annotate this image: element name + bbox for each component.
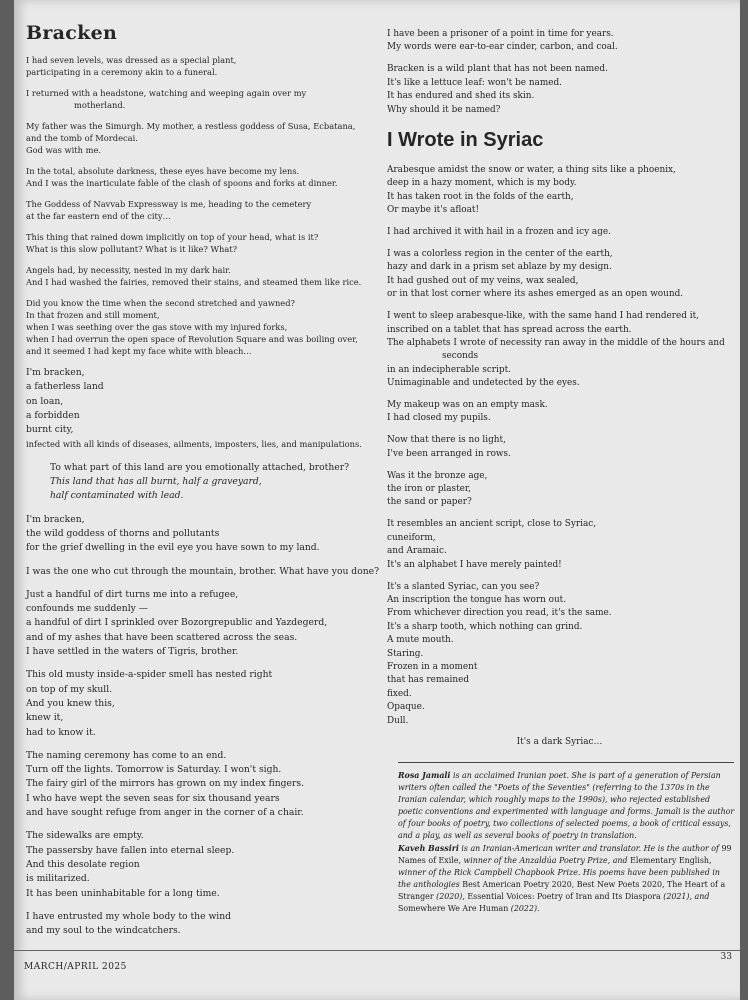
poem-line: I have been a prisoner of a point in time for years. — [387, 29, 614, 39]
poem-line: Staring. — [387, 648, 424, 659]
poem-line: An inscription the tongue has worn out. — [387, 594, 567, 605]
bio-text: (2021), and — [660, 891, 710, 901]
poem-line: in an indecipherable script. — [387, 364, 511, 375]
contributor-bios — [398, 770, 735, 915]
poem-line: and Aramaic. — [387, 546, 447, 557]
stanza — [387, 164, 732, 218]
poem-line: at the far eastern end of the city… — [26, 211, 171, 221]
stanza — [387, 226, 732, 239]
poem-line: My words were ear-to-ear cinder, carbon, and coal. — [387, 42, 618, 53]
bio-text: is an Iranian-American writer and translator. He is the author of — [458, 843, 722, 853]
poem-line: half contaminated with lead. — [50, 490, 184, 502]
poem-line: Or maybe it's afloat! — [387, 205, 480, 216]
poem-line: I returned with a headstone, watching and weeping again over my — [26, 88, 307, 98]
poem-line: knew it, — [26, 712, 64, 724]
stanza — [26, 910, 386, 939]
poem-line: I who have wept the seven seas for six thousand years — [26, 792, 280, 804]
stanza — [26, 120, 386, 156]
poem-line: I was the one who cut through the mountain, brother. What have you done? — [26, 565, 380, 577]
poem-line: on top of my skull. — [26, 683, 113, 695]
poem-line: Opaque. — [387, 702, 425, 713]
stanza — [387, 434, 732, 461]
bio-text: , winner of the Rick Campbell Chapbook Prize. His poems have been published in the anthologies — [398, 855, 720, 889]
poem-line: when I had overrun the open space of Revolution Square and was boiling over, — [26, 334, 358, 344]
poem-line: Frozen in a moment — [387, 661, 478, 672]
poem-line: and it seemed I had kept my face white with bleach… — [26, 346, 252, 356]
poem-line: God was with me. — [26, 145, 102, 155]
poem-line: A mute mouth. — [387, 635, 454, 646]
poem-title-bracken: Bracken — [26, 22, 118, 44]
poem-line: In that frozen and still moment, — [26, 310, 160, 320]
poem-line: deep in a hazy moment, which is my body. — [387, 178, 577, 189]
poem-line: Why should it be named? — [387, 104, 501, 115]
poem-line: And this desolate region — [26, 858, 140, 870]
poem-line: I'm bracken, — [26, 513, 85, 525]
poem-line: It has endured and shed its skin. — [387, 91, 535, 102]
page-number: 33 — [720, 952, 732, 962]
poem-line: the sand or paper? — [387, 497, 472, 508]
poem-line: What is this slow pollutant? What is it like? What? — [26, 244, 238, 254]
stanza — [26, 54, 386, 78]
poem-line: And I had washed the fairies, removed their stains, and steamed them like rice. — [26, 277, 362, 287]
stanza — [26, 87, 386, 111]
magazine-page — [14, 0, 740, 1000]
poem-line: It resembles an ancient script, close to Syriac, — [387, 519, 597, 530]
stanza — [26, 366, 386, 452]
poem-line: and the tomb of Mordecai. — [26, 133, 138, 143]
poem-line: had to know it. — [26, 726, 96, 738]
poem-line: and of my ashes that have been scattered across the seas. — [26, 631, 298, 643]
poem-line: Dull. — [387, 715, 409, 726]
poem-line: Angels had, by necessity, nested in my dark hair. — [26, 265, 231, 275]
poem-line: seconds — [442, 351, 479, 362]
stanza — [26, 297, 386, 357]
poem-line: It's an alphabet I have merely painted! — [387, 559, 562, 570]
poem-line: This land that has all burnt, half a graveyard, — [50, 476, 262, 488]
poem-line: Was it the bronze age, — [387, 470, 488, 481]
poem-line: Now that there is no light, — [387, 435, 506, 446]
stanza — [26, 829, 386, 900]
poem-line: fixed. — [387, 688, 412, 699]
stanza — [26, 749, 386, 820]
poem-line: a handful of dirt I sprinkled over Bozorgrepublic and Yazdegerd, — [26, 617, 328, 629]
stanza — [26, 668, 386, 739]
poem-line: To what part of this land are you emotionally attached, brother? — [50, 461, 350, 473]
poem-line: My father was the Simurgh. My mother, a restless goddess of Susa, Ecbatana, — [26, 121, 356, 131]
poem-line: The fairy girl of the mirrors has grown on my index fingers. — [26, 778, 304, 790]
bio-text: (2022). — [508, 904, 540, 914]
poem-line: a fatherless land — [26, 381, 104, 393]
bio-book-title: 99 Names of Exile — [398, 843, 732, 865]
poem-line: burnt city, — [26, 424, 74, 436]
poem-line: that has remained — [387, 675, 470, 686]
poem-line: motherland. — [74, 100, 126, 110]
poem-line: I've been arranged in rows. — [387, 448, 511, 459]
poem-line: I had closed my pupils. — [387, 413, 491, 424]
poem-line: The naming ceremony has come to an end. — [26, 749, 227, 761]
bio-text: is an acclaimed Iranian poet. She is part of a generation of Persian writers often called the "Poets of the Seventies" (referring to the 1370s in the Iranian calendar, which roughly maps to the 1990s), who rejected established poetic conventions and experimented with language and forms. Jamali is the author of four books of poetry, two collections of selected poems, a book of critical essays, and a play, as well as several books of poetry in translation. — [398, 771, 735, 841]
bio-anthology-title: Somewhere We Are Human — [398, 904, 509, 914]
poem-line: In the total, absolute darkness, these eyes have become my lens. — [26, 166, 300, 176]
issue-date: MARCH/APRIL 2025 — [24, 962, 127, 972]
stanza — [26, 165, 386, 189]
bio-jamali — [398, 770, 735, 843]
bio-bassiri — [398, 843, 735, 916]
poem-line: From whichever direction you read, it's the same. — [387, 608, 612, 619]
poem-line: It has been uninhabitable for a long time. — [26, 887, 220, 899]
stanza — [26, 513, 386, 556]
poem-line: the iron or plaster, — [387, 484, 471, 495]
stanza — [387, 581, 732, 728]
poem-line: The alphabets I wrote of necessity ran away in the middle of the hours and — [387, 337, 725, 348]
bio-name-bassiri: Kaveh Bassiri — [398, 843, 459, 853]
poem-line: hazy and dark in a prism set ablaze by my design. — [387, 262, 612, 273]
poem-line: Just a handful of dirt turns me into a refugee, — [26, 588, 239, 600]
poem-line: infected with all kinds of diseases, ailments, imposters, lies, and manipulations. — [26, 439, 362, 450]
poem-line: It's a sharp tooth, which nothing can grind. — [387, 621, 583, 632]
poem-line: participating in a ceremony akin to a funeral. — [26, 67, 218, 77]
stanza — [387, 248, 732, 302]
stanza — [387, 28, 732, 55]
poem-line: when I was seething over the gas stove with my injured forks, — [26, 322, 288, 332]
poem-line: is militarized. — [26, 873, 90, 885]
poem-line: Did you know the time when the second stretched and yawned? — [26, 298, 295, 308]
stanza — [387, 399, 732, 426]
stanza — [26, 461, 386, 504]
poem-line: I have settled in the waters of Tigris, brother. — [26, 646, 239, 658]
poem-line: I went to sleep arabesque-like, with the same hand I had rendered it, — [387, 311, 699, 322]
left-column — [26, 22, 386, 947]
poem-line: It's a slanted Syriac, can you see? — [387, 581, 540, 592]
bio-text: , winner of the Anzaldúa Poetry Prize, and — [458, 855, 631, 865]
poem-line: I'm bracken, — [26, 367, 85, 378]
bio-divider — [398, 762, 734, 763]
poem-line: This thing that rained down implicitly on top of your head, what is it? — [26, 232, 319, 242]
poem-line: Bracken is a wild plant that has not been named. — [387, 64, 608, 75]
right-column — [387, 28, 732, 758]
poem-line: It's like a lettuce leaf: won't be named. — [387, 77, 563, 88]
poem-line: inscribed on a tablet that has spread across the earth. — [387, 324, 632, 335]
stanza — [26, 231, 386, 255]
poem-line: a forbidden — [26, 409, 80, 421]
poem-line: Arabesque amidst the snow or water, a thing sits like a phoenix, — [387, 164, 676, 175]
bio-book-title: Elementary English — [630, 855, 709, 865]
poem-line: I have entrusted my whole body to the wind — [26, 910, 232, 922]
footer-divider — [14, 950, 740, 951]
stanza — [387, 63, 732, 117]
poem-line: for the grief dwelling in the evil eye you have sown to my land. — [26, 542, 320, 554]
bio-anthology-title: Essential Voices: Poetry of Iran and Its Diaspora — [467, 891, 661, 901]
poem-line: This old musty inside-a-spider smell has nested right — [26, 669, 273, 681]
bio-name-jamali: Rosa Jamali — [398, 771, 451, 780]
poem-line: confounds me suddenly — — [26, 603, 148, 615]
stanza — [26, 588, 386, 659]
stanza — [387, 470, 732, 510]
poem-line: It had gushed out of my veins, wax sealed, — [387, 275, 579, 286]
stanza — [26, 264, 386, 288]
poem-line: And you knew this, — [26, 697, 115, 709]
bio-text: (2020), — [433, 891, 468, 901]
poem-line: and my soul to the windcatchers. — [26, 925, 181, 937]
poem-line: My makeup was on an empty mask. — [387, 400, 548, 411]
poem-line: The sidewalks are empty. — [26, 830, 144, 842]
poem-line: And I was the inarticulate fable of the clash of spoons and forks at dinner. — [26, 178, 338, 188]
stanza — [387, 310, 732, 390]
poem-line: The passersby have fallen into eternal sleep. — [26, 844, 235, 856]
poem-line: or in that lost corner where its ashes emerged as an open wound. — [387, 289, 684, 300]
stanza — [26, 198, 386, 222]
stanza — [26, 565, 386, 579]
poem-line: on loan, — [26, 395, 64, 407]
poem-line: I had archived it with hail in a frozen and icy age. — [387, 227, 611, 238]
poem-title-syriac: I Wrote in Syriac — [387, 128, 544, 151]
poem-line: cuneiform, — [387, 532, 436, 543]
poem-line: Turn off the lights. Tomorrow is Saturday. I won't sigh. — [26, 764, 282, 776]
stanza — [387, 736, 732, 749]
poem-line: It has taken root in the folds of the earth, — [387, 191, 574, 202]
poem-line: I was a colorless region in the center of the earth, — [387, 248, 613, 259]
poem-line: I had seven levels, was dressed as a special plant, — [26, 55, 237, 65]
poem-line: The Goddess of Navvab Expressway is me, heading to the cemetery — [26, 199, 312, 209]
poem-line: Unimaginable and undetected by the eyes. — [387, 378, 580, 389]
bio-anthology-title: Best American Poetry 2020, Best New Poets 2020, The Heart of a Stranger — [398, 879, 726, 901]
poem-line: It's a dark Syriac… — [516, 737, 603, 748]
stanza — [387, 518, 732, 572]
poem-line: the wild goddess of thorns and pollutants — [26, 527, 220, 539]
poem-line: and have sought refuge from anger in the corner of a chair. — [26, 807, 304, 819]
